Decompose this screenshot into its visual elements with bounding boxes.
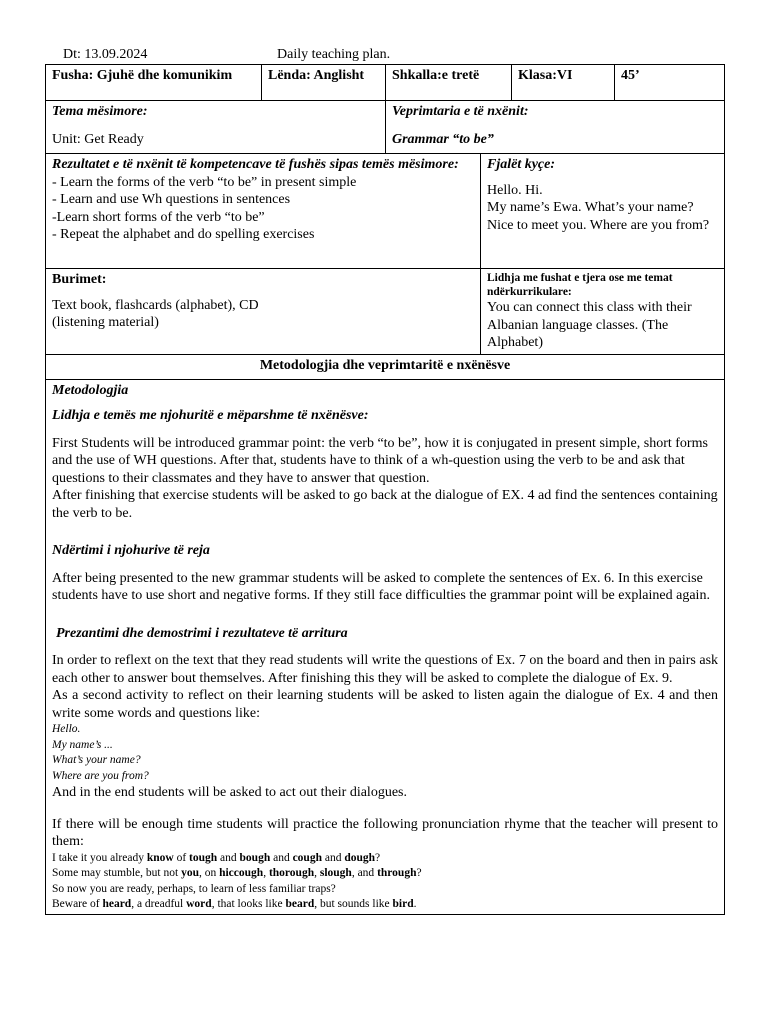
row-subject-info bbox=[46, 65, 725, 101]
cell-situata bbox=[386, 101, 725, 154]
teaching-plan-table bbox=[45, 64, 725, 915]
fjalet-label: Fjalët kyçe: bbox=[487, 157, 556, 172]
rezultatet-item: -Learn short forms of the verb “to be” bbox=[52, 209, 265, 225]
rhyme-line: Beware of heard, a dreadful word, that looks like beard, but sounds like bird. bbox=[52, 898, 417, 910]
cell-lidhja bbox=[481, 269, 725, 355]
prezantimi-paragraph: And in the end students will be asked to act out their dialogues. bbox=[52, 785, 407, 800]
burimet-value: Text book, flashcards (alphabet), CD (listening material) bbox=[52, 297, 259, 330]
fjalet-line: Hello. Hi. bbox=[487, 182, 543, 198]
rhyme-line: So now you are ready, perhaps, to learn of less familiar traps? bbox=[52, 882, 336, 895]
metodologjia-title: Metodologjia bbox=[52, 382, 129, 398]
lidhja-paragraph: First Students will be introduced grammar point: the verb “to be”, how it is conjugated in present simple, short forms and the use of WH questions. After that, students have to think of a wh-question using the verb to be and ask that questions to their classmates and they have to answer that question. bbox=[52, 435, 708, 486]
date: Dt: 13.09.2024 bbox=[63, 47, 148, 62]
example-line: Where are you from? bbox=[52, 769, 149, 782]
rezultatet-label: Rezultatet e të nxënit të kompetencave të fushës sipas temës mësimore: bbox=[52, 157, 459, 172]
rhyme-line: Some may stumble, but not you, on hiccough, thorough, slough, and through? bbox=[52, 867, 422, 879]
methodology-header: Metodologjia dhe veprimtaritë e nxënësve bbox=[46, 354, 725, 379]
example-line: My name’s ... bbox=[52, 738, 113, 751]
document-header bbox=[63, 47, 390, 63]
tema-label: Tema mësimore: bbox=[52, 104, 148, 119]
ndertimi-paragraph: After being presented to the new grammar students will be asked to complete the sentences of Ex. 6. In this exercise students have to use short and negative forms. If they still face difficulties the grammar point will be explained again. bbox=[52, 570, 710, 603]
row-methodology-content bbox=[46, 379, 725, 914]
cell-shkalla: Shkalla:e tretë bbox=[386, 65, 512, 101]
fjalet-line: My name’s Ewa. What’s your name? bbox=[487, 200, 694, 215]
rezultatet-item: - Repeat the alphabet and do spelling exercises bbox=[52, 227, 315, 242]
cell-fjalet-kyce bbox=[481, 154, 725, 269]
lidhja-label: Lidhja me fushat e tjera ose me temat ndërkurrikulare: bbox=[487, 272, 673, 298]
cell-lenda: Lënda: Anglisht bbox=[262, 65, 386, 101]
example-line: Hello. bbox=[52, 723, 81, 735]
row-topic bbox=[46, 101, 725, 154]
fjalet-line: Nice to meet you. Where are you from? bbox=[487, 217, 710, 233]
cell-burimet bbox=[46, 269, 481, 355]
prezantimi-title: Prezantimi dhe demostrimi i rezultateve të arritura bbox=[56, 625, 348, 641]
cell-koha: 45’ bbox=[615, 65, 725, 101]
rezultatet-item: - Learn and use Wh questions in sentences bbox=[52, 192, 291, 207]
row-methodology-header bbox=[46, 354, 725, 379]
lidhja-paragraph: After finishing that exercise students will be asked to go back at the dialogue of EX. 4 ad find the sentences containing the verb to be. bbox=[52, 488, 718, 521]
cell-fusha: Fusha: Gjuhë dhe komunikim bbox=[46, 65, 262, 101]
cell-methodology-content bbox=[46, 379, 725, 914]
situata-label: Veprimtaria e të nxënit: bbox=[392, 104, 529, 119]
cell-tema bbox=[46, 101, 386, 154]
prezantimi-paragraph: In order to reflext on the text that they read students will write the questions of Ex. 7 on the board and then in pairs ask each other to answer bout themselves. After finishing this they will be asked to complete the dialogue of Ex. 9. bbox=[52, 653, 719, 686]
burimet-label: Burimet: bbox=[52, 272, 107, 287]
lidhja-value: You can connect this class with their Albanian language classes. (The Alphabet) bbox=[487, 300, 692, 350]
ndertimi-title: Ndërtimi i njohurive të reja bbox=[52, 543, 210, 558]
tema-value: Unit: Get Ready bbox=[52, 131, 144, 147]
document-title: Daily teaching plan. bbox=[277, 47, 391, 62]
rhyme-intro: If there will be enough time students will practice the following pronunciation rhyme that the teacher will present to them: bbox=[52, 816, 719, 849]
rhyme-line: I take it you already know of tough and bough and cough and dough? bbox=[52, 851, 381, 864]
cell-klasa: Klasa:VI bbox=[512, 65, 615, 101]
row-outcomes bbox=[46, 154, 725, 269]
lidhja-tema-title: Lidhja e temës me njohuritë e mëparshme të nxënësve: bbox=[52, 408, 369, 423]
cell-rezultatet bbox=[46, 154, 481, 269]
example-line: What’s your name? bbox=[52, 754, 141, 766]
situata-value: Grammar “to be” bbox=[392, 131, 494, 147]
rezultatet-item: - Learn the forms of the verb “to be” in present simple bbox=[52, 174, 357, 190]
row-resources bbox=[46, 269, 725, 355]
prezantimi-paragraph: As a second activity to reflect on their learning students will be asked to listen again the dialogue of Ex. 4 and then write some words and questions like: bbox=[52, 688, 719, 721]
